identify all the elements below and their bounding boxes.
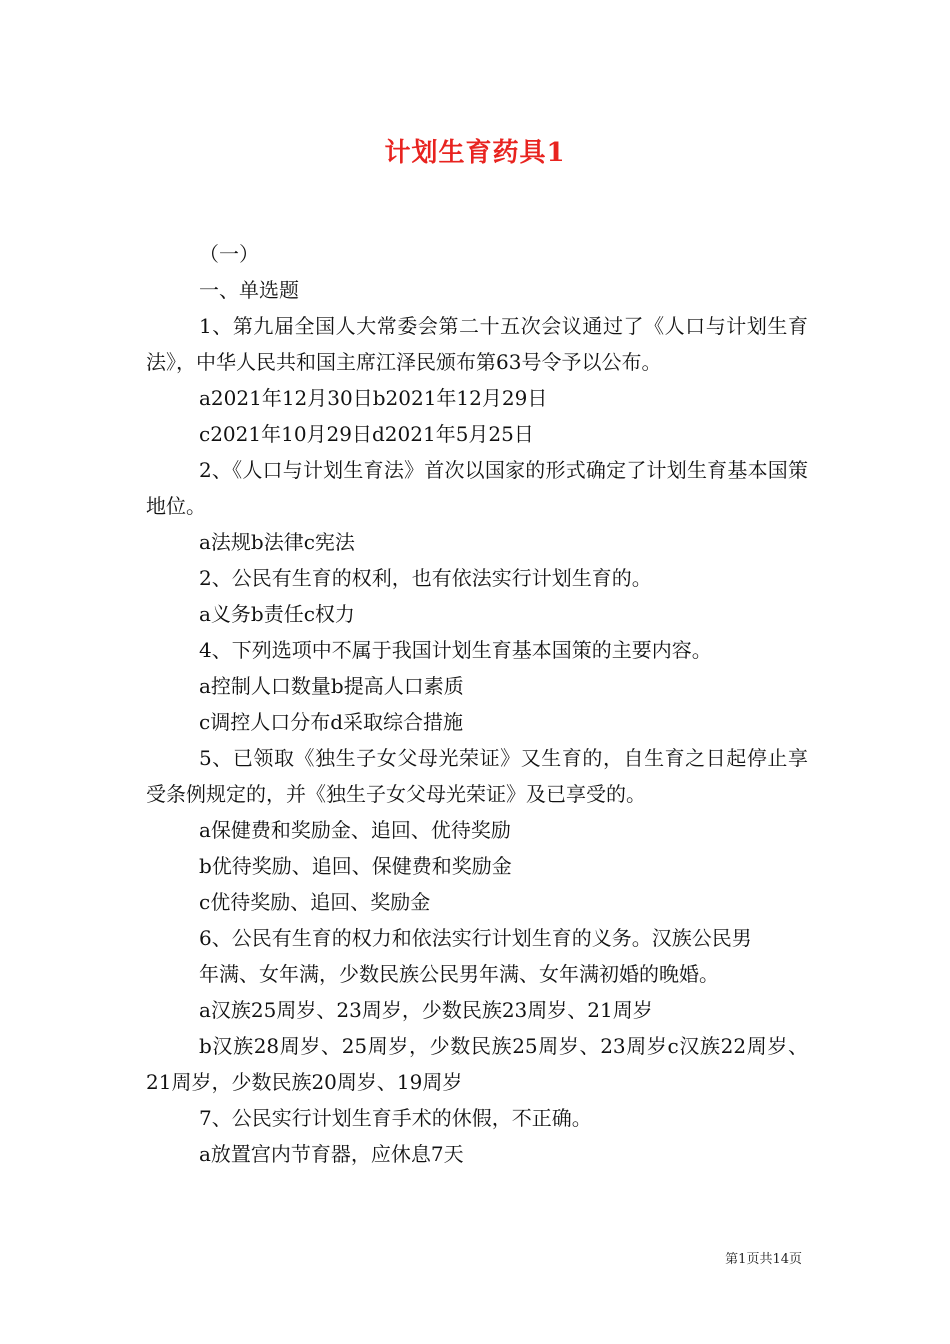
question-7: 7、公民实行计划生育手术的休假，不正确。 xyxy=(199,1106,592,1130)
question-4-options-c-d: c调控人口分布d采取综合措施 xyxy=(199,710,464,734)
question-3-options: a义务b责任c权力 xyxy=(199,602,355,626)
question-1: 1、第九届全国人大常委会第二十五次会议通过了《人口与计划生育法》，中华人民共和国主席江泽民颁布第63号令予以公布。 xyxy=(146,314,808,374)
question-7-option-a: a放置宫内节育器，应休息7天 xyxy=(199,1142,464,1166)
question-5-option-a: a保健费和奖励金、追回、优待奖励 xyxy=(199,818,511,842)
question-5-option-b: b优待奖励、追回、保健费和奖励金 xyxy=(199,854,512,878)
question-6-options-b-c: b汉族28周岁、25周岁，少数民族25周岁、23周岁c汉族22周岁、21周岁，少数民族20周岁、19周岁 xyxy=(146,1034,808,1094)
question-6-option-a: a汉族25周岁、23周岁，少数民族23周岁、21周岁 xyxy=(199,998,653,1022)
question-4-options-a-b: a控制人口数量b提高人口素质 xyxy=(199,674,464,698)
question-2: 2、《人口与计划生育法》首次以国家的形式确定了计划生育基本国策地位。 xyxy=(146,458,808,518)
question-6: 6、公民有生育的权力和依法实行计划生育的义务。汉族公民男 xyxy=(199,926,752,950)
question-4: 4、下列选项中不属于我国计划生育基本国策的主要内容。 xyxy=(199,638,712,662)
document-body xyxy=(146,236,808,1172)
page-number: 第1页共14页 xyxy=(725,1252,802,1267)
section-heading: 一、单选题 xyxy=(199,278,299,302)
question-5-option-c: c优待奖励、追回、奖励金 xyxy=(199,890,431,914)
question-1-options-c-d: c2021年10月29日d2021年5月25日 xyxy=(199,422,534,446)
question-6-continued: 年满、女年满，少数民族公民男年满、女年满初婚的晚婚。 xyxy=(199,962,719,986)
question-5: 5、已领取《独生子女父母光荣证》又生育的，自生育之日起停止享受条例规定的，并《独生子女父母光荣证》及已享受的。 xyxy=(146,746,808,806)
question-2-options: a法规b法律c宪法 xyxy=(199,530,355,554)
document-title: 计划生育药具1 xyxy=(384,138,566,168)
question-1-options-a-b: a2021年12月30日b2021年12月29日 xyxy=(199,386,548,410)
question-3: 2、公民有生育的权利，也有依法实行计划生育的。 xyxy=(199,566,652,590)
section-label: （一） xyxy=(199,242,259,266)
